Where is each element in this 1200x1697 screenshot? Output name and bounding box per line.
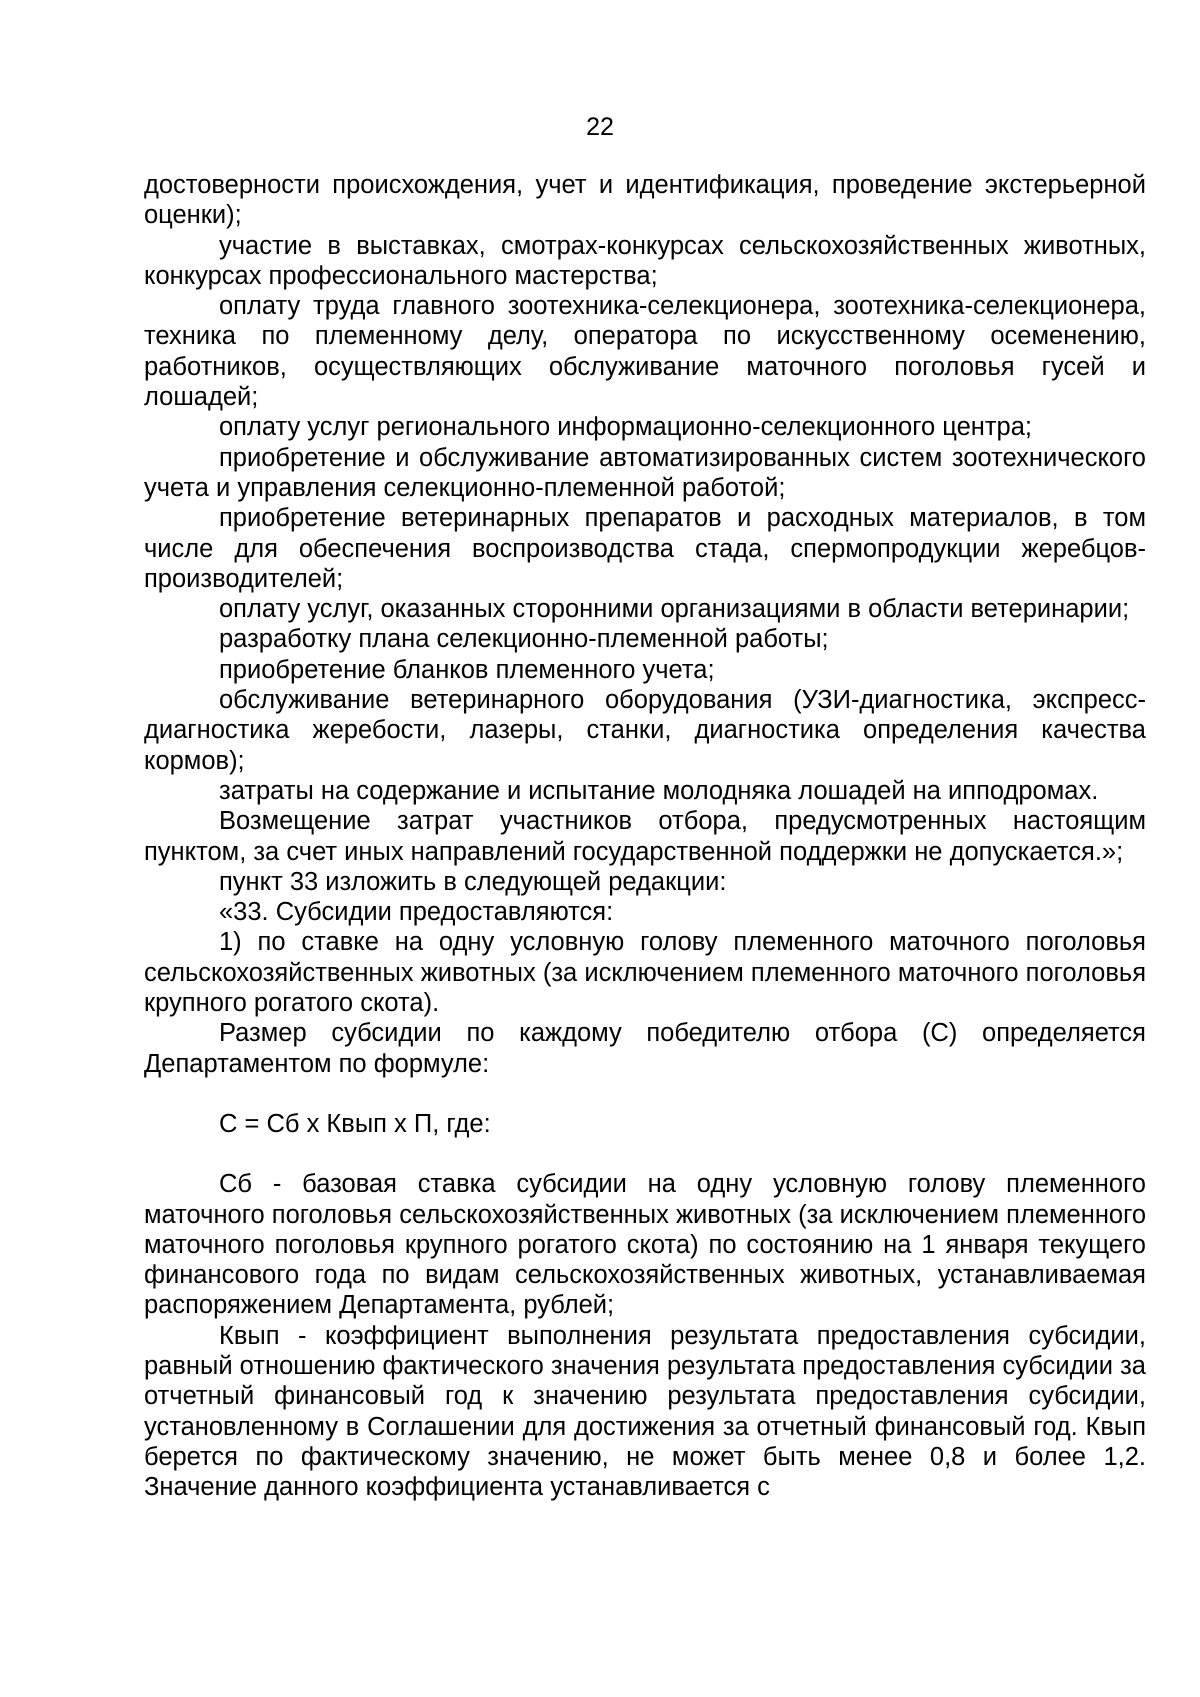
paragraph: обслуживание ветеринарного оборудования (УЗИ-диагностика, экспресс-диагностика жеребости, лазеры, станки, диагностика определения качества кормов);	[144, 686, 1146, 775]
paragraph: достоверности происхождения, учет и идентификация, проведение экстерьерной оценки);	[144, 171, 1146, 230]
paragraph: затраты на содержание и испытание молодняка лошадей на ипподромах.	[219, 776, 1099, 805]
paragraph: «33. Субсидии предоставляются:	[219, 898, 614, 927]
page-number: 22	[586, 113, 614, 141]
definition-paragraph: Сб - базовая ставка субсидии на одну условную голову племенного маточного поголовья сельскохозяйственных животных (за исключением племенного маточного поголовья крупного рогатого скота) по состоянию на 1 января текущего финансового года по видам сельскохозяйственных животных, устанавливаемая распоряжением Департамента, рублей;	[144, 1170, 1146, 1320]
definition-paragraph: Квып - коэффициент выполнения результата предоставления субсидии, равный отношению фактического значения результата предоставления субсидии за отчетный финансовый год к значению результата предоставления субсидии, установленному в Соглашении для достижения за отчетный финансовый год. Квып берется по фактическому значению, не может быть менее 0,8 и более 1,2. Значение данного коэффициента устанавливается с	[144, 1321, 1146, 1502]
paragraph: 1) по ставке на одну условную голову племенного маточного поголовья сельскохозяйственных животных (за исключением племенного маточного поголовья крупного рогатого скота).	[144, 928, 1146, 1018]
paragraph: участие в выставках, смотрах-конкурсах сельскохозяйственных животных, конкурсах профессионального мастерства;	[144, 231, 1146, 290]
paragraph: приобретение бланков племенного учета;	[219, 655, 715, 684]
paragraph: оплату труда главного зоотехника-селекционера, зоотехника-селекционера, техника по племенному делу, оператора по искусственному осеменению, работников, осуществляющих обслуживание маточного поголовья гусей и лошадей;	[144, 292, 1146, 412]
formula: С = Сб х Квып х П, где:	[219, 1109, 491, 1138]
paragraph: приобретение ветеринарных препаратов и расходных материалов, в том числе для обеспечения воспроизводства стада, спермопродукции жеребцов-производителей;	[144, 504, 1146, 593]
paragraph: приобретение и обслуживание автоматизированных систем зоотехнического учета и управления селекционно-племенной работой;	[144, 443, 1146, 502]
paragraph: разработку плана селекционно-племенной работы;	[219, 625, 829, 654]
paragraph: оплату услуг регионального информационно-селекционного центра;	[219, 413, 1032, 442]
paragraph: оплату услуг, оказанных сторонними организациями в области ветеринарии;	[219, 595, 1130, 624]
paragraph: Возмещение затрат участников отбора, предусмотренных настоящим пунктом, за счет иных направлений государственной поддержки не допускается.»;	[144, 807, 1146, 866]
paragraph: пункт 33 изложить в следующей редакции:	[219, 867, 727, 896]
document-body	[144, 170, 1146, 1502]
paragraph: Размер субсидии по каждому победителю отбора (С) определяется Департаментом по формуле:	[144, 1019, 1146, 1078]
